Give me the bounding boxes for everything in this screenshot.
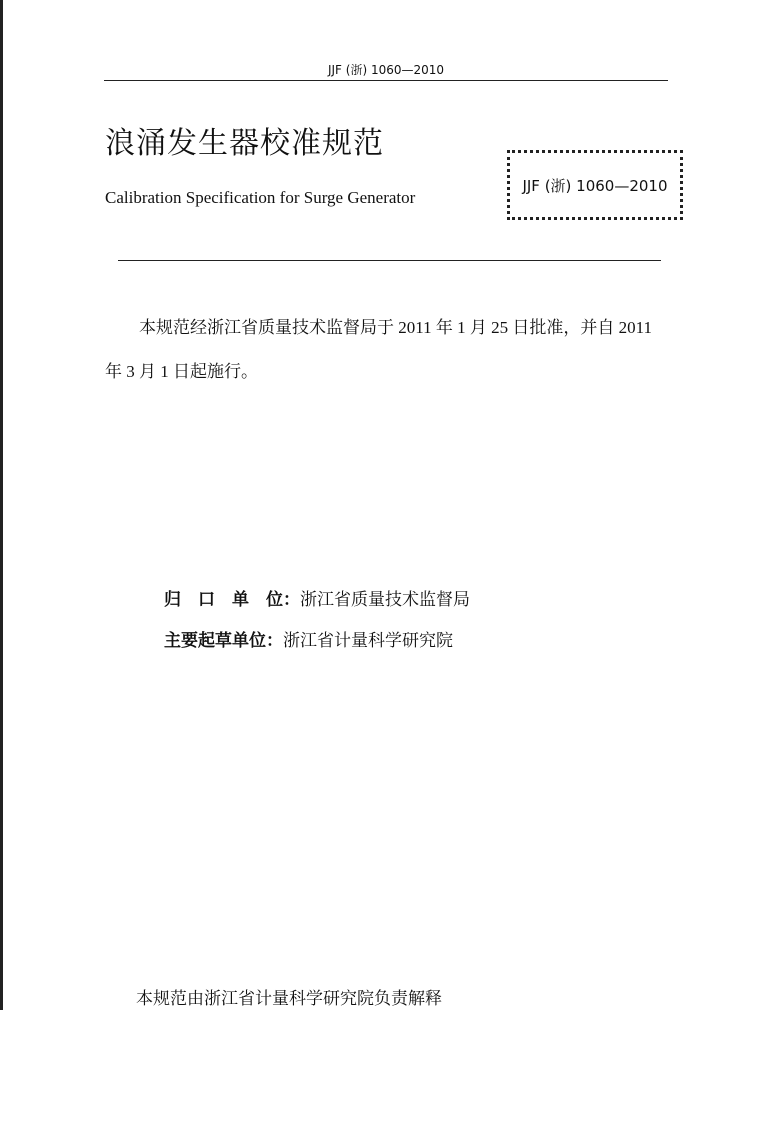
drafting-unit-value: 浙江省计量科学研究院 [283,631,453,650]
document-title-english: Calibration Specification for Surge Generator [105,188,416,207]
document-title-chinese: 浪涌发生器校准规范 [105,126,384,161]
approval-statement: 本规范经浙江省质量技术监督局于 2011 年 1 月 25 日批准，并自 2011 年 3 月 1 日起施行。 [105,318,652,381]
page-edge [0,0,3,1010]
interpretation-statement: 本规范由浙江省计量科学研究院负责解释 [136,989,442,1008]
running-header-code: JJF (浙) 1060—2010 [327,63,445,77]
responsible-unit-label: 归 口 单 位： [164,590,300,610]
title-divider-rule [118,260,661,261]
header-rule [104,80,668,81]
responsible-unit-row [164,588,470,612]
specification-code-box [507,150,683,220]
specification-code: JJF (浙) 1060—2010 [522,176,668,195]
drafting-unit-row [164,629,453,653]
drafting-unit-label: 主要起草单位： [164,631,283,651]
responsible-unit-value: 浙江省质量技术监督局 [300,590,470,609]
